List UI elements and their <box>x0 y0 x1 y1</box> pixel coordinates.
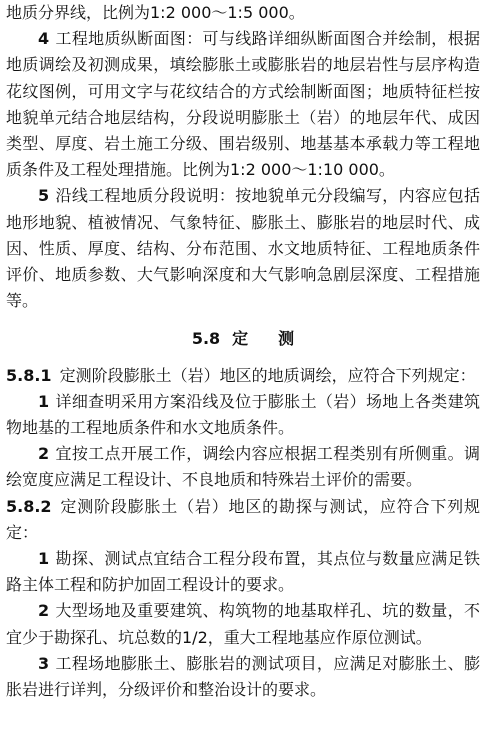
clause-5-8-2-item-1 <box>6 546 480 598</box>
item-number: 3 <box>38 653 50 673</box>
clause-text: 定测阶段膨胀土（岩）地区的勘探与测试，应符合下列规定： <box>6 496 480 542</box>
item-number: 2 <box>38 444 50 464</box>
clause-5-8-1-item-1 <box>6 389 480 441</box>
item-text: 勘探、测试点宜结合工程分段布置，其点位与数量应满足铁路主体工程和防护加固工程设计的要求。 <box>6 549 480 595</box>
item-5 <box>6 183 480 314</box>
clause-number: 5.8.2 <box>6 496 52 516</box>
clause-5-8-2-item-2 <box>6 598 480 650</box>
clause-number: 5.8.1 <box>6 365 52 385</box>
section-title-part-2: 测 <box>278 329 295 349</box>
item-number: 2 <box>38 601 50 621</box>
section-heading <box>6 326 480 352</box>
section-number: 5.8 <box>191 329 221 349</box>
item-text: 工程地质纵断面图：可与线路详细纵断面图合并绘制，根据地质调绘及初测成果，填绘膨胀土或膨胀岩的地层岩性与层序构造花纹图例，可用文字与花纹结合的方式绘制断面图；地质特征栏按地貌单元结合地层结构，分段说明膨胀土（岩）的地层年代、成因类型、厚度、岩土施工分级、围岩级别、地基基本承载力等工程地质条件及工程处理措施。比例为1:2 000～1:10 000。 <box>6 29 480 180</box>
item-number: 5 <box>38 186 50 206</box>
item-number: 4 <box>38 29 50 49</box>
clause-5-8-2-item-3 <box>6 651 480 703</box>
item-text: 详细查明采用方案沿线及位于膨胀土（岩）场地上各类建筑物地基的工程地质条件和水文地质条件。 <box>6 391 480 438</box>
item-text: 宜按工点开展工作，调绘内容应根据工程类别有所侧重。调绘宽度应满足工程设计、不良地质和特殊岩土评价的需要。 <box>6 444 480 490</box>
item-text: 沿线工程地质分段说明：按地貌单元分段编写，内容应包括地形地貌、植被情况、气象特征、膨胀土、膨胀岩的地层时代、成因、性质、厚度、结构、分布范围、水文地质特征、工程地质条件评价、地质参数、大气影响深度和大气影响急剧层深度、工程措施等。 <box>6 186 480 311</box>
section-title-part-1: 定 <box>232 329 249 349</box>
item-4 <box>6 26 480 183</box>
clause-5-8-1-item-2 <box>6 441 480 493</box>
item-text: 大型场地及重要建筑、构筑物的地基取样孔、坑的数量，不宜少于勘探孔、坑总数的1/2，重大工程地基应作原位测试。 <box>6 601 480 647</box>
clause-text: 定测阶段膨胀土（岩）地区的地质调绘，应符合下列规定： <box>59 365 476 385</box>
clause-5-8-2 <box>6 494 480 546</box>
item-text: 工程场地膨胀土、膨胀岩的测试项目，应满足对膨胀土、膨胀岩进行详判，分级评价和整治设计的要求。 <box>6 653 480 700</box>
item-number: 1 <box>38 391 50 411</box>
item-number: 1 <box>38 549 50 569</box>
paragraph-continuation: 地质分界线，比例为1:2 000～1:5 000。 <box>6 3 305 22</box>
clause-5-8-1 <box>6 363 480 389</box>
